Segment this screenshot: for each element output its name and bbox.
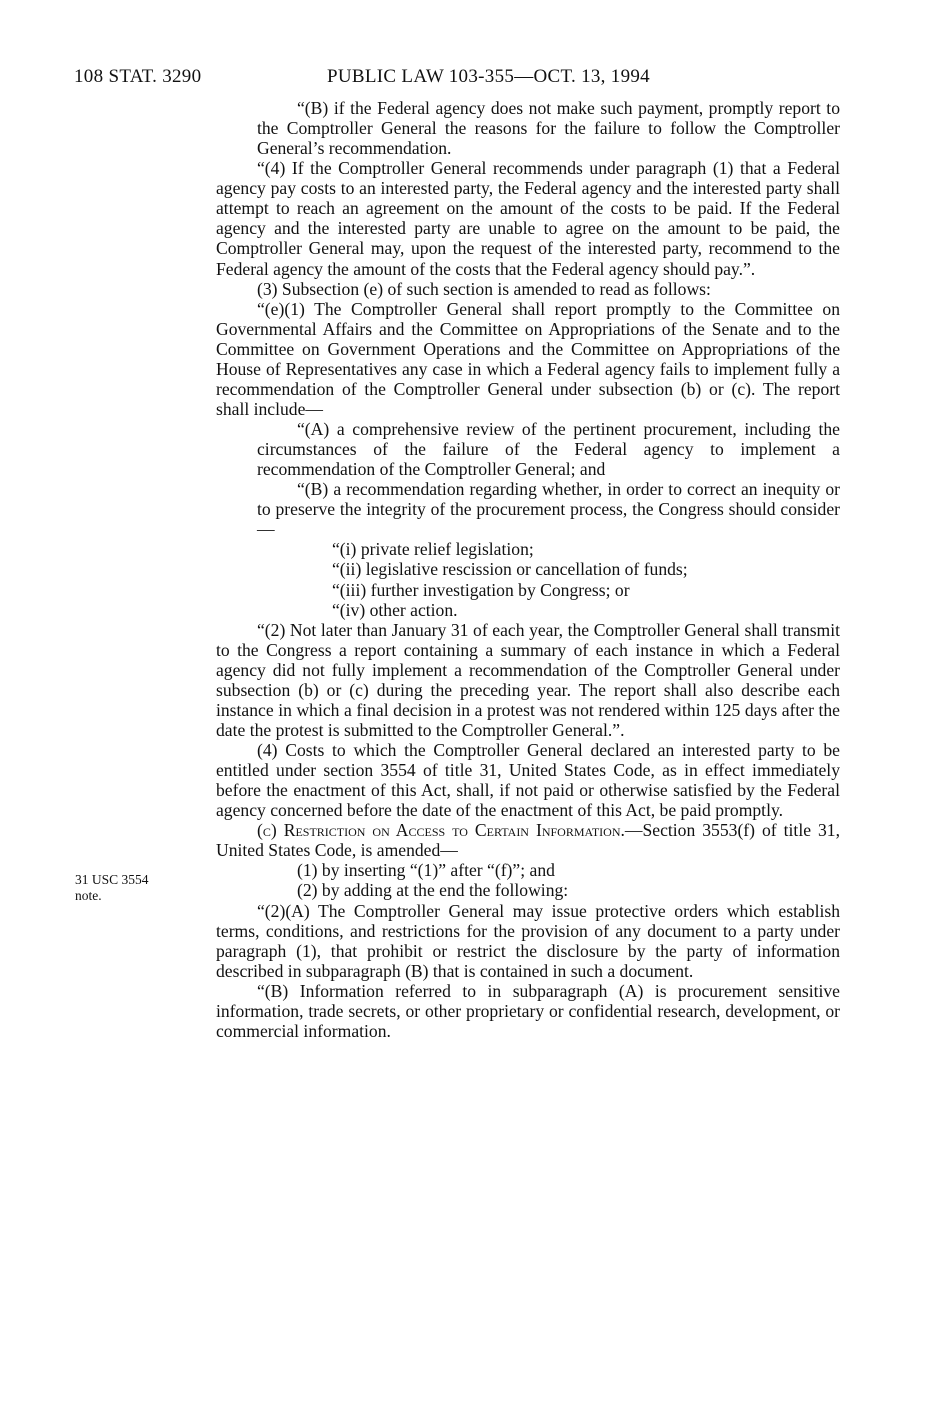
list-item: “(iii) further investigation by Congress; or: [332, 579, 630, 600]
paragraph: (3) Subsection (e) of such section is amended to read as follows:: [257, 278, 711, 299]
list-item: (1) by inserting “(1)” after “(f)”; and: [297, 860, 555, 881]
paragraph: (4) Costs to which the Comptroller General declared an interested party to be entitled under section 3554 of title 31, United States Code, as in effect immediately before the enactment of this Act, shall, if not paid or otherwise satisfied by the Federal agency concerned before the date of the enactment of this Act, be paid promptly.: [216, 740, 840, 821]
document-body: [216, 98, 840, 1041]
paragraph: “(A) a comprehensive review of the pertinent procurement, including the circumstances of the failure of the Federal agency to implement a recommendation of the Comptroller General; and: [257, 419, 840, 480]
paragraph: “(B) Information referred to in subparagraph (A) is procurement sensitive information, trade secrets, or other proprietary or confidential research, development, or commercial information.: [216, 980, 840, 1041]
list-item: (2) by adding at the end the following:: [297, 880, 569, 901]
section-text: —Section 3553(f) of title 31, United States Code, is amended—: [216, 820, 841, 861]
paragraph: “(2) Not later than January 31 of each year, the Comptroller General shall transmit to the Congress a report containing a summary of each instance in which a Federal agency did not fully implement a recommendation of the Comptroller General under subsection (b) or (c) during the preceding year. The report shall also describe each instance in which a final decision in a protest was not rendered within 125 days after the date the protest is submitted to the Comptroller General.”.: [216, 619, 840, 740]
list-item: “(i) private relief legislation;: [332, 539, 534, 560]
paragraph: “(e)(1) The Comptroller General shall report promptly to the Committee on Governmental Affairs and the Committee on Appropriations of the Senate and to the Committee on Government Operations and the Committee on Appropriations of the House of Representatives any case in which a Federal agency fails to implement fully a recommendation of the Comptroller General under subsection (b) or (c). The report shall include—: [216, 298, 840, 419]
list-item: “(ii) legislative rescission or cancellation of funds;: [332, 559, 688, 580]
margin-citation-line: note.: [75, 888, 102, 903]
section-heading: (c) Restriction on Access to Certain Information.: [257, 820, 625, 841]
margin-citation: [75, 872, 149, 904]
list-item: “(iv) other action.: [332, 599, 458, 620]
margin-citation-line: 31 USC 3554: [75, 872, 149, 887]
page-title: PUBLIC LAW 103-355—OCT. 13, 1994: [327, 66, 650, 87]
paragraph: “(B) if the Federal agency does not make such payment, promptly report to the Comptroller General the reasons for the failure to follow the Comptroller General’s recommendation.: [257, 98, 840, 159]
page-number: 108 STAT. 3290: [74, 66, 202, 87]
paragraph: “(4) If the Comptroller General recommends under paragraph (1) that a Federal agency pay costs to an interested party, the Federal agency and the interested party shall attempt to reach an agreement on the amount of the costs to be paid. If the Federal agency and the interested party are unable to agree on the amount to be paid, the Comptroller General may, upon the request of the interested party, recommend to the Federal agency the amount of the costs that the Federal agency should pay.”.: [216, 158, 840, 279]
paragraph: [216, 820, 840, 860]
paragraph: “(2)(A) The Comptroller General may issue protective orders which establish terms, conditions, and restrictions for the provision of any document to a party under paragraph (1), that prohibit or restrict the disclosure by the party of information described in subparagraph (B) that is contained in such a document.: [216, 900, 840, 981]
paragraph: “(B) a recommendation regarding whether, in order to correct an inequity or to preserve the integrity of the procurement process, the Congress should consider—: [257, 479, 840, 540]
